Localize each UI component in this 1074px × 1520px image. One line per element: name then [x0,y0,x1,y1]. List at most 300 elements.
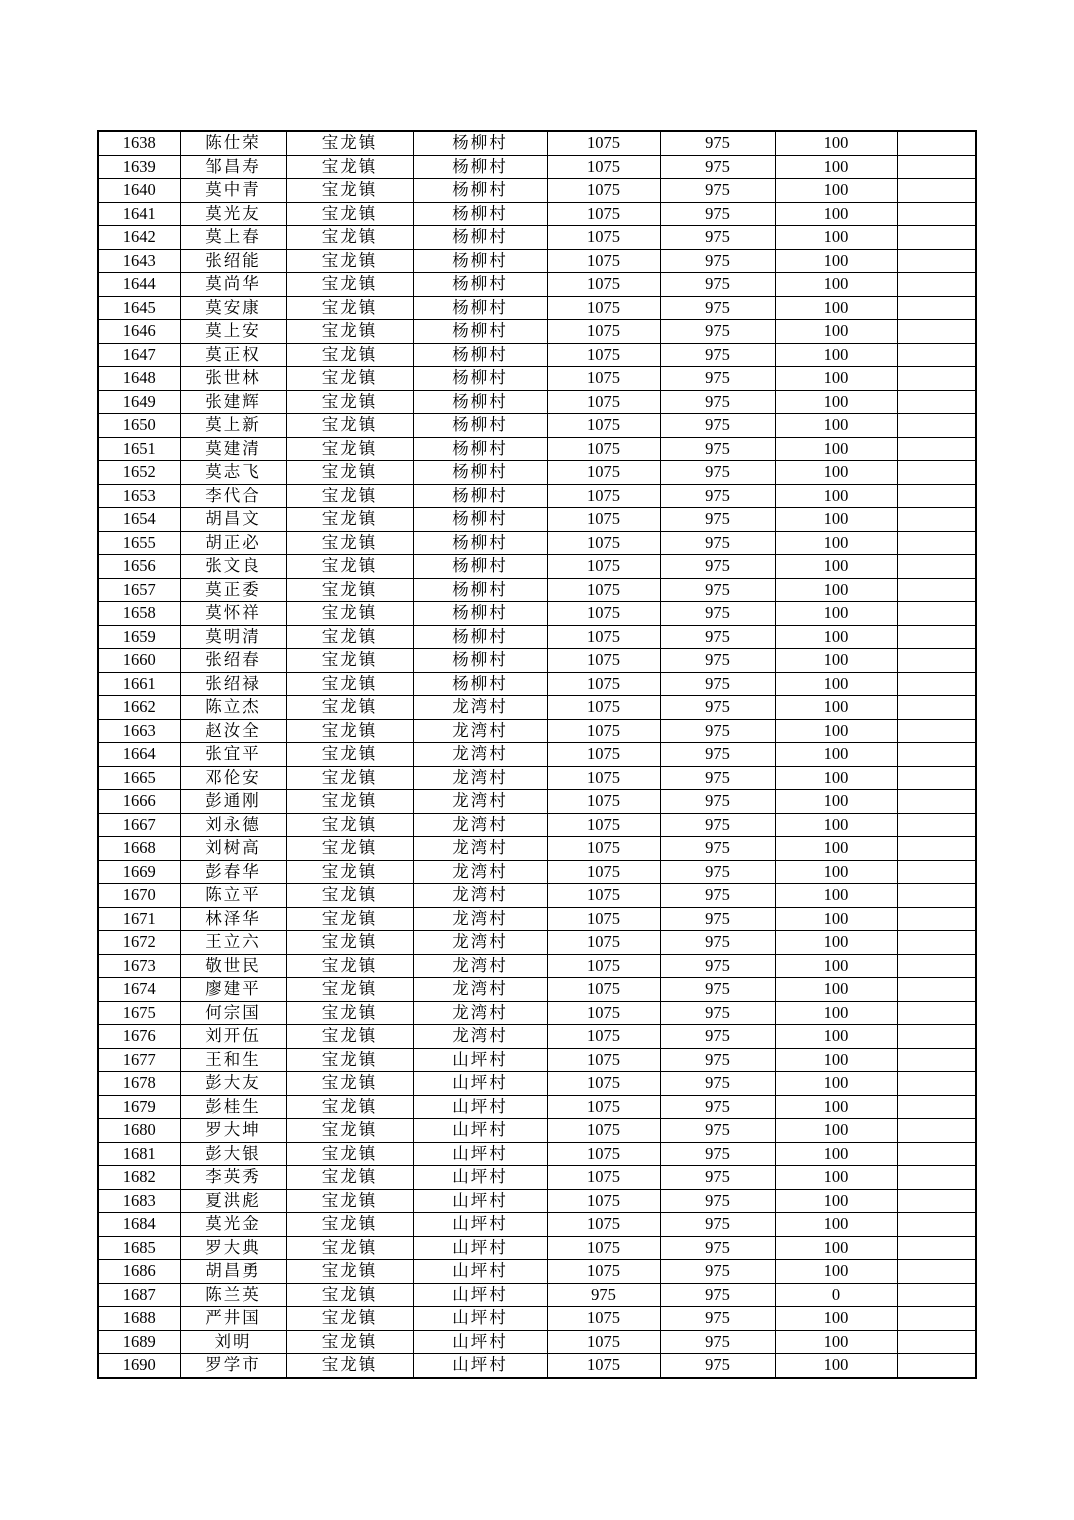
amount-a-cell: 1075 [547,1236,660,1260]
village-cell: 龙湾村 [413,931,547,955]
name-cell: 罗大坤 [180,1119,286,1143]
town-cell: 宝龙镇 [286,320,413,344]
name-cell: 陈立平 [180,884,286,908]
village-cell: 龙湾村 [413,837,547,861]
amount-b-cell: 975 [660,1283,775,1307]
remark-cell [897,508,976,532]
village-cell: 杨柳村 [413,625,547,649]
table-row [98,813,976,837]
table-row [98,1095,976,1119]
amount-a-cell: 1075 [547,1119,660,1143]
difference-cell: 100 [775,179,897,203]
difference-cell: 100 [775,296,897,320]
village-cell: 杨柳村 [413,414,547,438]
row-number-cell: 1652 [98,461,180,485]
name-cell: 莫安康 [180,296,286,320]
amount-b-cell: 975 [660,461,775,485]
amount-b-cell: 975 [660,1119,775,1143]
amount-a-cell: 975 [547,1283,660,1307]
remark-cell [897,931,976,955]
amount-b-cell: 975 [660,555,775,579]
town-cell: 宝龙镇 [286,273,413,297]
row-number-cell: 1686 [98,1260,180,1284]
village-cell: 山坪村 [413,1236,547,1260]
town-cell: 宝龙镇 [286,978,413,1002]
difference-cell: 100 [775,1213,897,1237]
remark-cell [897,273,976,297]
amount-b-cell: 975 [660,743,775,767]
row-number-cell: 1669 [98,860,180,884]
difference-cell: 0 [775,1283,897,1307]
village-cell: 杨柳村 [413,649,547,673]
village-cell: 山坪村 [413,1095,547,1119]
remark-cell [897,1236,976,1260]
amount-a-cell: 1075 [547,931,660,955]
amount-b-cell: 975 [660,978,775,1002]
difference-cell: 100 [775,696,897,720]
amount-a-cell: 1075 [547,202,660,226]
table-row [98,1236,976,1260]
amount-b-cell: 975 [660,1142,775,1166]
remark-cell [897,484,976,508]
village-cell: 杨柳村 [413,367,547,391]
amount-a-cell: 1075 [547,1330,660,1354]
row-number-cell: 1642 [98,226,180,250]
amount-b-cell: 975 [660,766,775,790]
table-row [98,602,976,626]
name-cell: 莫光金 [180,1213,286,1237]
table-row [98,531,976,555]
amount-b-cell: 975 [660,390,775,414]
remark-cell [897,743,976,767]
town-cell: 宝龙镇 [286,1330,413,1354]
town-cell: 宝龙镇 [286,1354,413,1378]
name-cell: 彭桂生 [180,1095,286,1119]
name-cell: 邹昌寿 [180,155,286,179]
amount-a-cell: 1075 [547,226,660,250]
remark-cell [897,649,976,673]
village-cell: 杨柳村 [413,602,547,626]
amount-a-cell: 1075 [547,978,660,1002]
amount-b-cell: 975 [660,1048,775,1072]
amount-a-cell: 1075 [547,1189,660,1213]
difference-cell: 100 [775,1142,897,1166]
village-cell: 山坪村 [413,1260,547,1284]
row-number-cell: 1654 [98,508,180,532]
amount-b-cell: 975 [660,1025,775,1049]
table-row [98,1001,976,1025]
difference-cell: 100 [775,131,897,155]
row-number-cell: 1659 [98,625,180,649]
table-row [98,320,976,344]
table-row [98,790,976,814]
remark-cell [897,202,976,226]
town-cell: 宝龙镇 [286,837,413,861]
town-cell: 宝龙镇 [286,860,413,884]
table-row [98,860,976,884]
row-number-cell: 1688 [98,1307,180,1331]
name-cell: 刘明 [180,1330,286,1354]
table-row [98,155,976,179]
difference-cell: 100 [775,461,897,485]
village-cell: 杨柳村 [413,343,547,367]
name-cell: 李代合 [180,484,286,508]
village-cell: 山坪村 [413,1119,547,1143]
difference-cell: 100 [775,320,897,344]
name-cell: 夏洪彪 [180,1189,286,1213]
difference-cell: 100 [775,343,897,367]
remark-cell [897,766,976,790]
row-number-cell: 1660 [98,649,180,673]
amount-a-cell: 1075 [547,1048,660,1072]
row-number-cell: 1678 [98,1072,180,1096]
village-cell: 龙湾村 [413,978,547,1002]
name-cell: 彭通刚 [180,790,286,814]
difference-cell: 100 [775,954,897,978]
name-cell: 严井国 [180,1307,286,1331]
amount-b-cell: 975 [660,226,775,250]
name-cell: 彭春华 [180,860,286,884]
remark-cell [897,155,976,179]
village-cell: 山坪村 [413,1283,547,1307]
town-cell: 宝龙镇 [286,1166,413,1190]
remark-cell [897,1095,976,1119]
name-cell: 陈立杰 [180,696,286,720]
name-cell: 彭大银 [180,1142,286,1166]
amount-a-cell: 1075 [547,1095,660,1119]
difference-cell: 100 [775,719,897,743]
remark-cell [897,884,976,908]
remark-cell [897,907,976,931]
amount-a-cell: 1075 [547,813,660,837]
remark-cell [897,131,976,155]
difference-cell: 100 [775,1260,897,1284]
row-number-cell: 1639 [98,155,180,179]
amount-b-cell: 975 [660,1001,775,1025]
name-cell: 莫上春 [180,226,286,250]
amount-a-cell: 1075 [547,484,660,508]
row-number-cell: 1689 [98,1330,180,1354]
table-body [98,131,976,1378]
town-cell: 宝龙镇 [286,484,413,508]
town-cell: 宝龙镇 [286,131,413,155]
village-cell: 龙湾村 [413,813,547,837]
town-cell: 宝龙镇 [286,296,413,320]
remark-cell [897,1260,976,1284]
remark-cell [897,837,976,861]
amount-b-cell: 975 [660,531,775,555]
town-cell: 宝龙镇 [286,602,413,626]
remark-cell [897,367,976,391]
amount-b-cell: 975 [660,1189,775,1213]
village-cell: 杨柳村 [413,461,547,485]
village-cell: 龙湾村 [413,719,547,743]
row-number-cell: 1675 [98,1001,180,1025]
difference-cell: 100 [775,1307,897,1331]
amount-a-cell: 1075 [547,672,660,696]
table-row [98,837,976,861]
table-row [98,390,976,414]
town-cell: 宝龙镇 [286,367,413,391]
town-cell: 宝龙镇 [286,719,413,743]
row-number-cell: 1668 [98,837,180,861]
row-number-cell: 1656 [98,555,180,579]
village-cell: 杨柳村 [413,296,547,320]
row-number-cell: 1662 [98,696,180,720]
town-cell: 宝龙镇 [286,813,413,837]
difference-cell: 100 [775,743,897,767]
remark-cell [897,1001,976,1025]
name-cell: 莫中青 [180,179,286,203]
amount-b-cell: 975 [660,1307,775,1331]
remark-cell [897,390,976,414]
amount-a-cell: 1075 [547,343,660,367]
town-cell: 宝龙镇 [286,1283,413,1307]
remark-cell [897,226,976,250]
village-cell: 山坪村 [413,1307,547,1331]
town-cell: 宝龙镇 [286,1095,413,1119]
town-cell: 宝龙镇 [286,766,413,790]
village-cell: 杨柳村 [413,226,547,250]
row-number-cell: 1638 [98,131,180,155]
amount-b-cell: 975 [660,602,775,626]
amount-a-cell: 1075 [547,954,660,978]
row-number-cell: 1685 [98,1236,180,1260]
village-cell: 龙湾村 [413,696,547,720]
amount-b-cell: 975 [660,1260,775,1284]
difference-cell: 100 [775,273,897,297]
row-number-cell: 1672 [98,931,180,955]
row-number-cell: 1677 [98,1048,180,1072]
amount-b-cell: 975 [660,179,775,203]
difference-cell: 100 [775,531,897,555]
village-cell: 杨柳村 [413,320,547,344]
town-cell: 宝龙镇 [286,179,413,203]
difference-cell: 100 [775,484,897,508]
amount-b-cell: 975 [660,249,775,273]
row-number-cell: 1681 [98,1142,180,1166]
amount-b-cell: 975 [660,484,775,508]
town-cell: 宝龙镇 [286,1213,413,1237]
amount-a-cell: 1075 [547,1307,660,1331]
amount-a-cell: 1075 [547,860,660,884]
town-cell: 宝龙镇 [286,1307,413,1331]
name-cell: 王和生 [180,1048,286,1072]
table-row [98,672,976,696]
village-cell: 山坪村 [413,1048,547,1072]
town-cell: 宝龙镇 [286,202,413,226]
amount-b-cell: 975 [660,367,775,391]
table-row [98,1119,976,1143]
amount-b-cell: 975 [660,884,775,908]
amount-a-cell: 1075 [547,790,660,814]
remark-cell [897,696,976,720]
table-row [98,273,976,297]
amount-b-cell: 975 [660,1095,775,1119]
village-cell: 龙湾村 [413,790,547,814]
name-cell: 何宗国 [180,1001,286,1025]
name-cell: 赵汝全 [180,719,286,743]
town-cell: 宝龙镇 [286,1048,413,1072]
village-cell: 杨柳村 [413,578,547,602]
town-cell: 宝龙镇 [286,531,413,555]
difference-cell: 100 [775,813,897,837]
amount-a-cell: 1075 [547,1072,660,1096]
town-cell: 宝龙镇 [286,343,413,367]
amount-b-cell: 975 [660,343,775,367]
remark-cell [897,1166,976,1190]
town-cell: 宝龙镇 [286,884,413,908]
amount-b-cell: 975 [660,414,775,438]
amount-a-cell: 1075 [547,390,660,414]
town-cell: 宝龙镇 [286,1001,413,1025]
name-cell: 张宜平 [180,743,286,767]
table-row [98,296,976,320]
amount-b-cell: 975 [660,1213,775,1237]
row-number-cell: 1684 [98,1213,180,1237]
village-cell: 山坪村 [413,1072,547,1096]
amount-a-cell: 1075 [547,131,660,155]
amount-b-cell: 975 [660,202,775,226]
row-number-cell: 1674 [98,978,180,1002]
difference-cell: 100 [775,602,897,626]
row-number-cell: 1661 [98,672,180,696]
table-row [98,1072,976,1096]
row-number-cell: 1673 [98,954,180,978]
town-cell: 宝龙镇 [286,1236,413,1260]
town-cell: 宝龙镇 [286,1072,413,1096]
town-cell: 宝龙镇 [286,907,413,931]
remark-cell [897,320,976,344]
amount-b-cell: 975 [660,672,775,696]
difference-cell: 100 [775,226,897,250]
amount-b-cell: 975 [660,931,775,955]
name-cell: 刘树高 [180,837,286,861]
table-row [98,131,976,155]
difference-cell: 100 [775,1001,897,1025]
table-row [98,1307,976,1331]
village-cell: 龙湾村 [413,860,547,884]
difference-cell: 100 [775,1330,897,1354]
row-number-cell: 1664 [98,743,180,767]
amount-b-cell: 975 [660,1236,775,1260]
row-number-cell: 1679 [98,1095,180,1119]
difference-cell: 100 [775,508,897,532]
row-number-cell: 1650 [98,414,180,438]
town-cell: 宝龙镇 [286,461,413,485]
difference-cell: 100 [775,649,897,673]
amount-b-cell: 975 [660,1354,775,1378]
table-row [98,226,976,250]
amount-a-cell: 1075 [547,414,660,438]
village-cell: 龙湾村 [413,954,547,978]
table-row [98,766,976,790]
town-cell: 宝龙镇 [286,155,413,179]
table-row [98,343,976,367]
table-row [98,743,976,767]
name-cell: 王立六 [180,931,286,955]
difference-cell: 100 [775,1048,897,1072]
remark-cell [897,555,976,579]
name-cell: 莫志飞 [180,461,286,485]
remark-cell [897,719,976,743]
remark-cell [897,461,976,485]
village-cell: 山坪村 [413,1213,547,1237]
amount-b-cell: 975 [660,1072,775,1096]
name-cell: 莫怀祥 [180,602,286,626]
remark-cell [897,296,976,320]
table-row [98,1025,976,1049]
name-cell: 彭大友 [180,1072,286,1096]
table-row [98,484,976,508]
row-number-cell: 1653 [98,484,180,508]
roster-table [97,130,977,1379]
row-number-cell: 1671 [98,907,180,931]
town-cell: 宝龙镇 [286,649,413,673]
remark-cell [897,790,976,814]
amount-a-cell: 1075 [547,1001,660,1025]
town-cell: 宝龙镇 [286,1025,413,1049]
row-number-cell: 1640 [98,179,180,203]
difference-cell: 100 [775,1025,897,1049]
table-row [98,978,976,1002]
row-number-cell: 1649 [98,390,180,414]
row-number-cell: 1665 [98,766,180,790]
amount-a-cell: 1075 [547,602,660,626]
town-cell: 宝龙镇 [286,578,413,602]
row-number-cell: 1657 [98,578,180,602]
table-row [98,578,976,602]
remark-cell [897,1213,976,1237]
remark-cell [897,1330,976,1354]
amount-b-cell: 975 [660,907,775,931]
difference-cell: 100 [775,884,897,908]
amount-a-cell: 1075 [547,437,660,461]
town-cell: 宝龙镇 [286,931,413,955]
village-cell: 杨柳村 [413,131,547,155]
town-cell: 宝龙镇 [286,790,413,814]
amount-b-cell: 975 [660,1166,775,1190]
difference-cell: 100 [775,790,897,814]
difference-cell: 100 [775,367,897,391]
town-cell: 宝龙镇 [286,954,413,978]
name-cell: 莫正权 [180,343,286,367]
table-row [98,437,976,461]
remark-cell [897,1283,976,1307]
remark-cell [897,813,976,837]
table-row [98,1354,976,1378]
remark-cell [897,578,976,602]
amount-a-cell: 1075 [547,743,660,767]
amount-b-cell: 975 [660,954,775,978]
table-row [98,508,976,532]
village-cell: 山坪村 [413,1354,547,1378]
name-cell: 胡正必 [180,531,286,555]
name-cell: 罗学市 [180,1354,286,1378]
amount-a-cell: 1075 [547,837,660,861]
town-cell: 宝龙镇 [286,625,413,649]
name-cell: 张建辉 [180,390,286,414]
table-row [98,907,976,931]
remark-cell [897,179,976,203]
town-cell: 宝龙镇 [286,390,413,414]
village-cell: 龙湾村 [413,1025,547,1049]
amount-a-cell: 1075 [547,625,660,649]
row-number-cell: 1651 [98,437,180,461]
name-cell: 张世林 [180,367,286,391]
row-number-cell: 1676 [98,1025,180,1049]
village-cell: 杨柳村 [413,508,547,532]
